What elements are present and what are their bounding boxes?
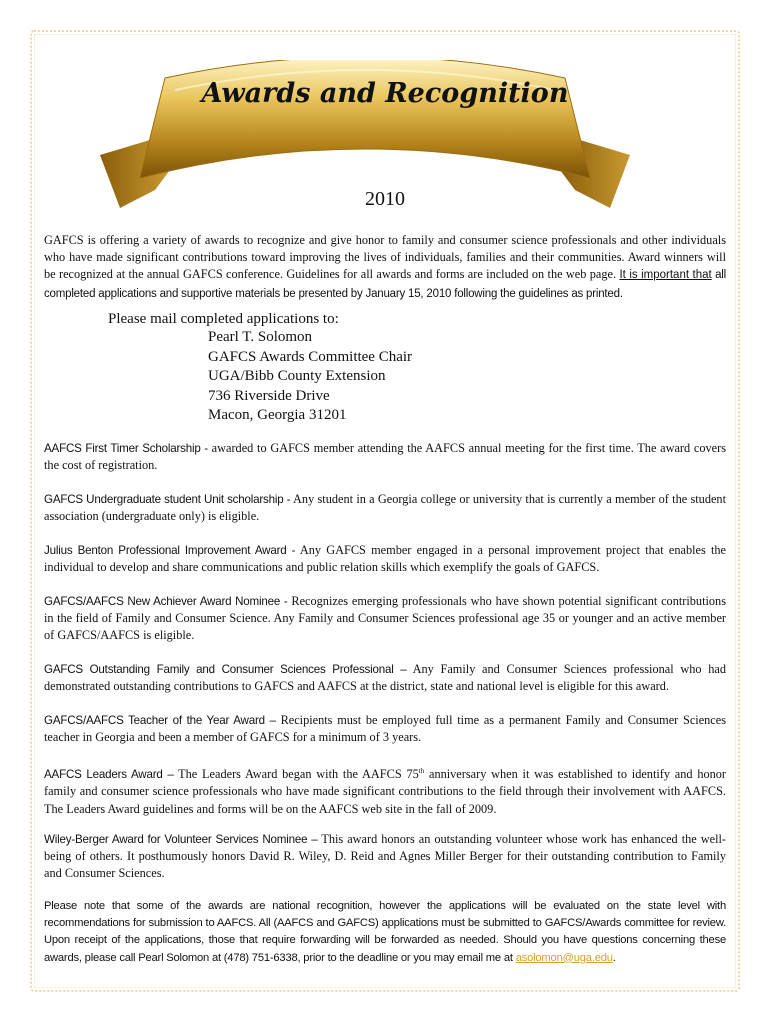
note-end: . xyxy=(612,951,616,964)
email-link[interactable]: asolomon@uga.edu xyxy=(515,951,613,964)
award-item xyxy=(44,440,726,474)
address-line: GAFCS Awards Committee Chair xyxy=(208,348,413,365)
intro-text: GAFCS is offering a variety of awards to recognize and give honor to family and consumer science professionals and other individuals who have made significant contributions toward improving the lives of individuals, families and their communities. Award winners will be recognized at the annual GAFCS conference. Guidelines for all awards and forms are included on the web page. xyxy=(44,233,726,282)
award-desc: Recognizes emerging professionals who have shown potential significant contributions in the field of Family and Consumer Science. Any Family and Consumer Sciences professional age 35 or younger and an active member of GAFCS/AAFCS is eligible. xyxy=(44,594,726,643)
award-name: Wiley-Berger Award for Volunteer Services Nominee – xyxy=(44,833,318,846)
award-item xyxy=(44,831,726,883)
mailing-heading: Please mail completed applications to: xyxy=(108,311,339,327)
banner-title: Awards and Recognition xyxy=(201,78,569,109)
address-line: Pearl T. Solomon xyxy=(208,329,313,345)
award-name: AAFCS First Timer Scholarship - xyxy=(44,442,208,455)
address-line: 736 Riverside Drive xyxy=(208,387,330,404)
award-item xyxy=(44,491,726,525)
closing-note xyxy=(44,898,726,967)
award-item xyxy=(44,593,726,645)
award-desc: This award honors an outstanding volunteer whose work has enhanced the well-being of others. It posthumously honors David R. Wiley, D. Reid and Agnes Miller Berger for their outstanding contribution to Family and Consumer Sciences. xyxy=(44,832,726,881)
address-line: UGA/Bibb County Extension xyxy=(208,368,386,384)
year-heading: 2010 xyxy=(365,188,405,210)
note-text: Please note that some of the awards are national recognition, however the applications will be evaluated on the state level with recommendations for submission to AAFCS. All (AAFCS and GAFCS) applications must be submitted to GAFCS/Awards committee for review. Upon receipt of the applications, those that require forwarding will be forwarded as needed. Should you have questions concerning these awards, please call Pearl Solomon at (478) 751-6338, prior to the deadline or you may email me at xyxy=(44,900,726,964)
award-name: GAFCS/AAFCS Teacher of the Year Award – xyxy=(44,714,276,727)
award-desc: awarded to GAFCS member attending the AAFCS annual meeting for the first time. The award covers the cost of registration. xyxy=(44,441,726,473)
award-desc: Any GAFCS member engaged in a personal improvement project that enables the individual to develop and share communications and public relation skills which exemplify the goals of GAFCS. xyxy=(44,543,726,575)
mailing-address xyxy=(208,328,412,426)
award-name: AAFCS Leaders Award – xyxy=(44,768,174,782)
award-item xyxy=(44,712,726,746)
intro-important: It is important that xyxy=(619,269,712,282)
award-desc: Recipients must be employed full time as a permanent Family and Consumer Sciences teacher in Georgia and been a member of GAFCS for a minimum of 3 years. xyxy=(44,713,727,745)
award-name: GAFCS Outstanding Family and Consumer Sciences Professional – xyxy=(44,663,407,676)
award-name: Julius Benton Professional Improvement Award - xyxy=(44,544,296,557)
award-item xyxy=(44,542,726,576)
intro-paragraph xyxy=(44,232,726,303)
award-desc: The Leaders Award began with the AAFCS 75 xyxy=(178,767,419,782)
ordinal-suffix: th xyxy=(418,767,425,775)
award-name: GAFCS Undergraduate student Unit scholarship - xyxy=(44,493,291,506)
award-desc: Any Family and Consumer Sciences professional who had demonstrated outstanding contributions to GAFCS and AAFCS at the district, state and national level is eligible for this award. xyxy=(44,662,727,694)
address-line: Macon, Georgia 31201 xyxy=(208,407,347,423)
award-desc: anniversary when it was established to identify and honor family and consumer science professionals who have made significant contributions to the field through their involvement with AAFCS. The Leaders Award guidelines and forms will be on the AAFCS web site in the fall of 2009. xyxy=(44,767,727,816)
award-item xyxy=(44,763,726,818)
award-name: GAFCS/AAFCS New Achiever Award Nominee - xyxy=(44,595,288,608)
award-item xyxy=(44,661,726,695)
award-desc: Any student in a Georgia college or university that is currently a member of the student association (undergraduate only) is eligible. xyxy=(44,492,726,524)
intro-deadline: all completed applications and supportive materials be presented by January 15, 2010 following the guidelines as printed. xyxy=(44,269,726,300)
